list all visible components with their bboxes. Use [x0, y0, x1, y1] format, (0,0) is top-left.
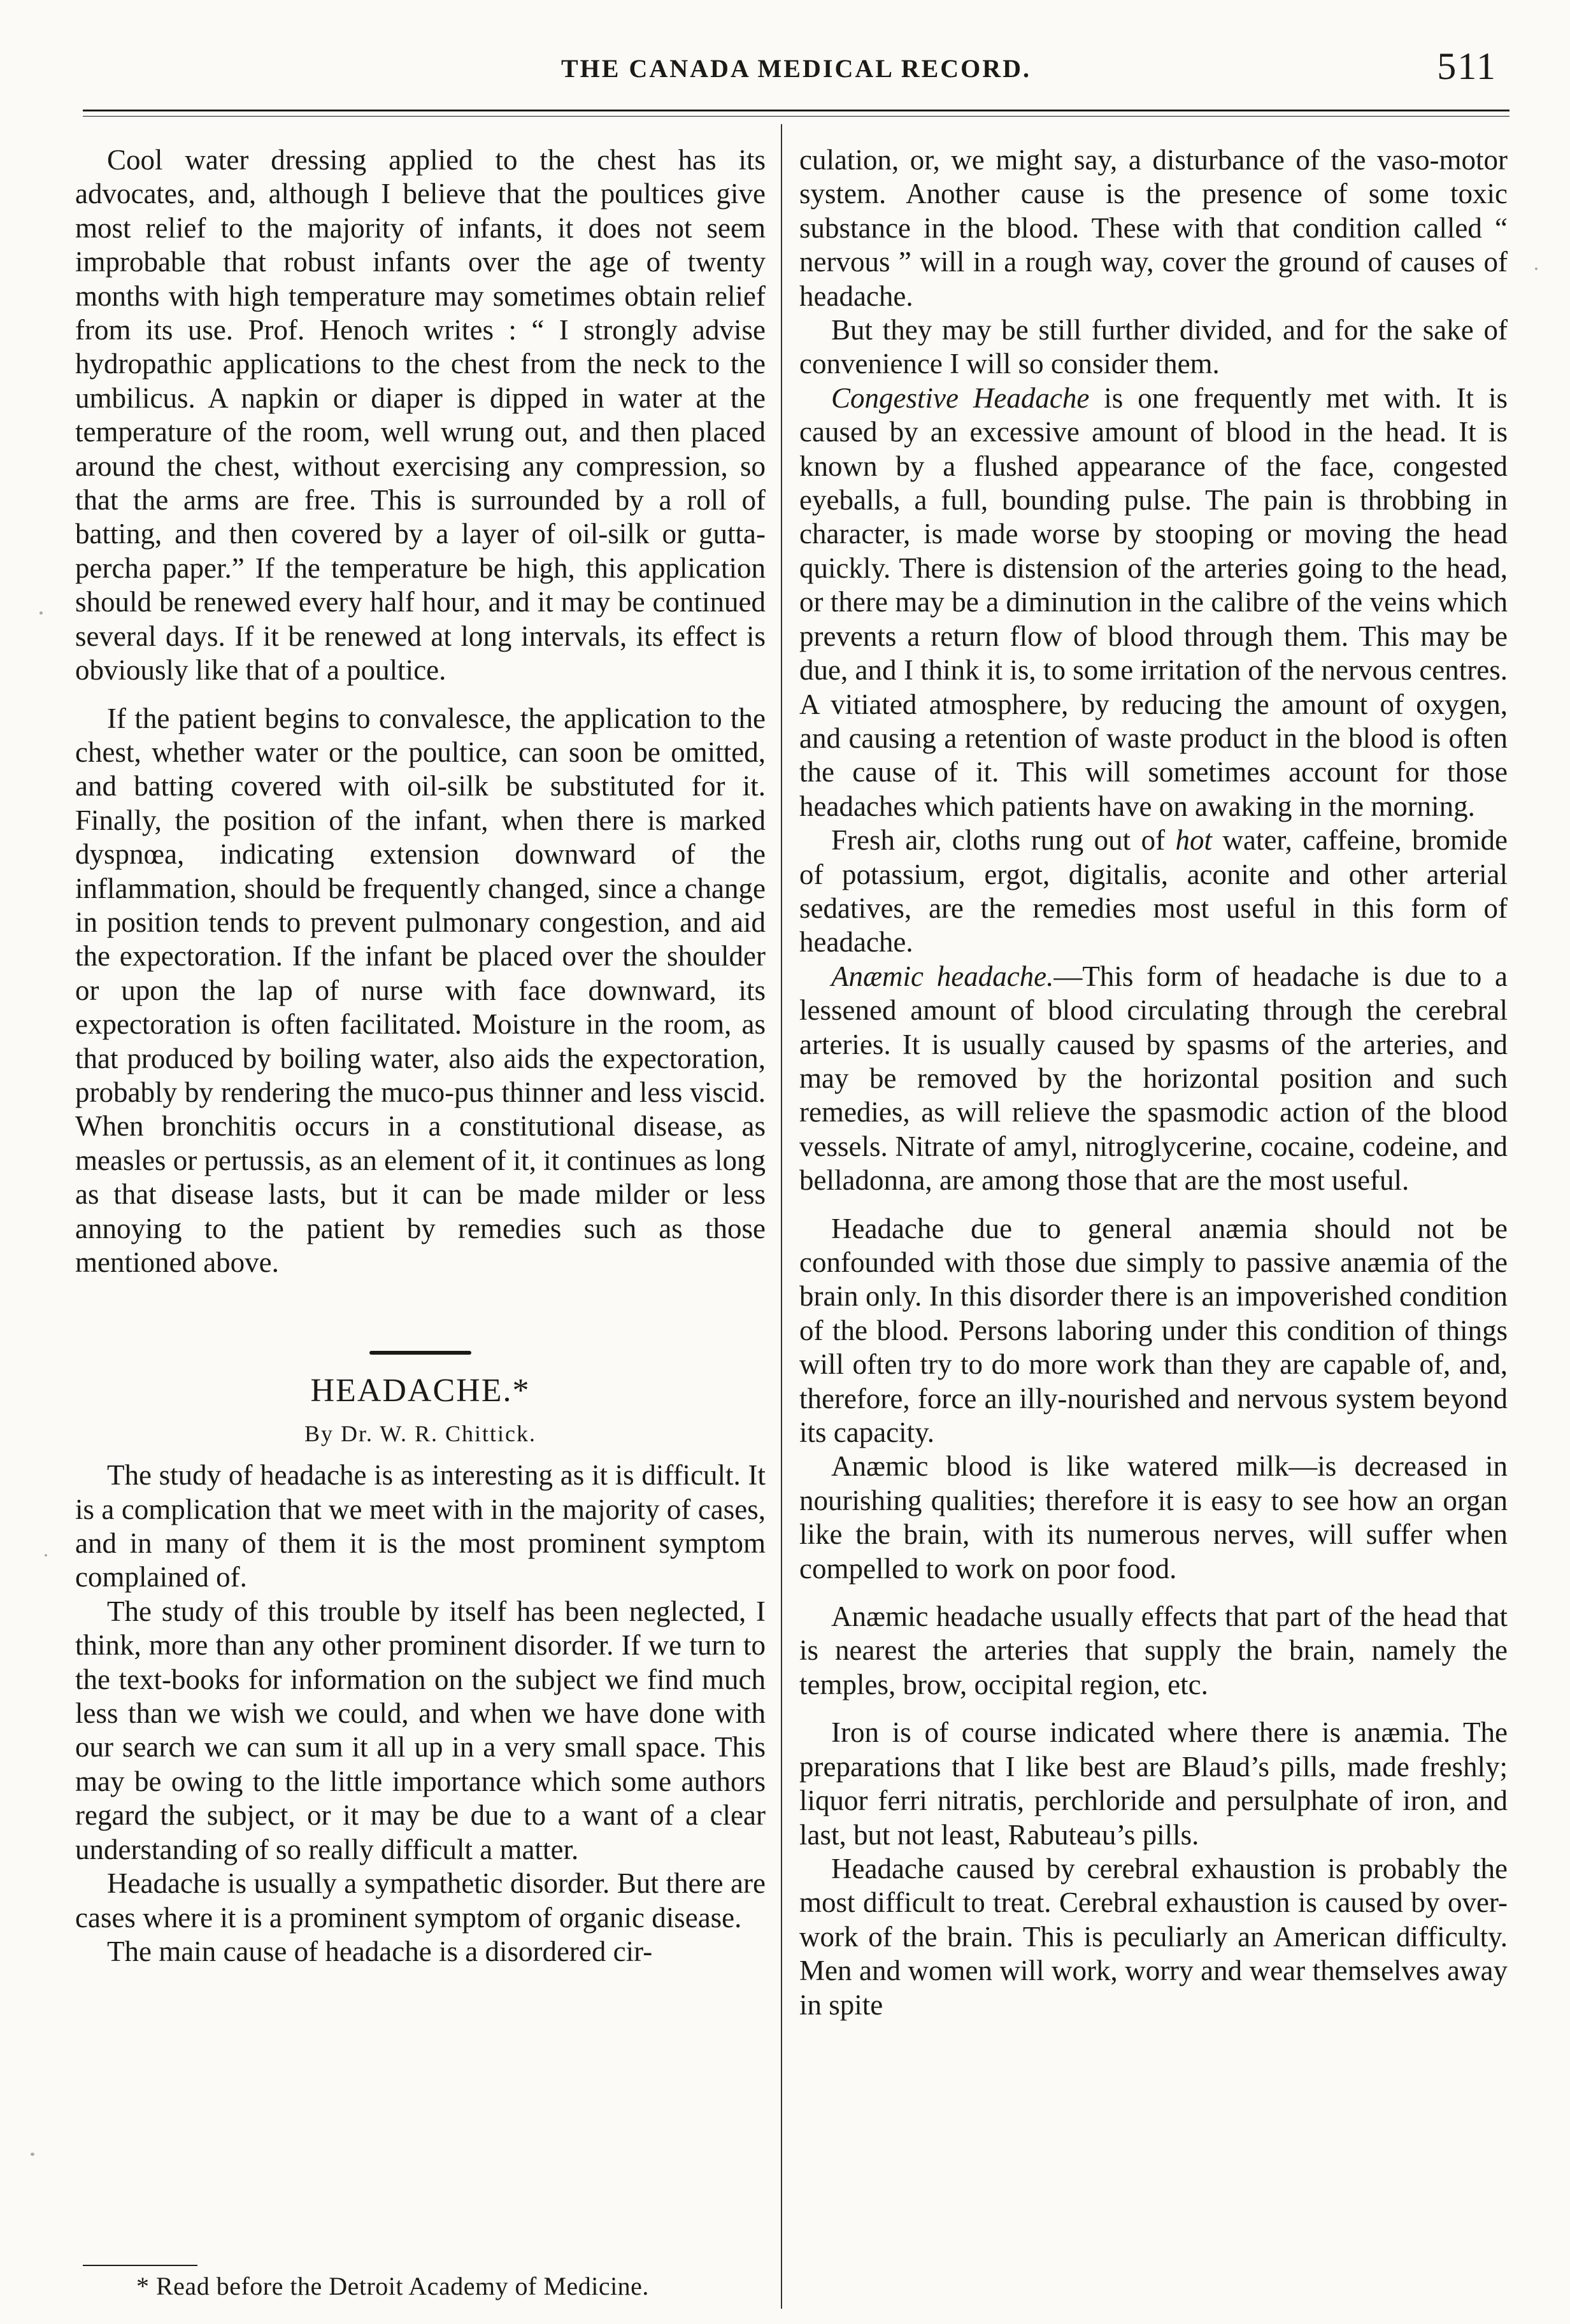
right-paragraph-4-text-a: Fresh air, cloths rung out of	[831, 824, 1176, 857]
hot-emphasis: hot	[1175, 824, 1213, 857]
page-number: 511	[1437, 45, 1497, 87]
running-title: THE CANADA MEDICAL RECORD.	[560, 54, 1032, 83]
footnote: * Read before the Detroit Academy of Medicine.	[136, 2272, 649, 2300]
footnote-rule	[83, 2265, 197, 2266]
right-paragraph-2: But they may be still further divided, and for the sake of convenience I will so consider them.	[799, 314, 1508, 380]
left-paragraph-1: Cool water dressing applied to the chest has its advocates, and, although I believe that the poultices give most relief to the majority of infants, it does not seem improbable that robust infants over the age of twenty months with high temperature may sometimes obtain relief from its use. Prof. Henoch writes : “ I strongly advise hydropathic applications to the chest from the neck to the umbilicus. A napkin or diaper is dipped in water at the temperature of the room, well wrung out, and then placed around the chest, without exercising any compression, so that the arms are free. This is surrounded by a roll of batting, and then covered by a layer of oil-silk or gutta-percha paper.” If the temperature be high, this application should be renewed every half hour, and it may be continued several days. If it be renewed at long intervals, its effect is obviously like that of a poultice.	[75, 144, 766, 687]
article-byline: By Dr. W. R. Chittick.	[304, 1420, 537, 1446]
right-paragraph-5-text: —This form of headache is due to a lessened amount of blood circulating through the cerebral arteries. It is usually caused by spasms of the arteries, and may be removed by the horizontal position and such remedies, as will relieve the spasmodic action of the blood vessels. Nitrate of amyl, nitroglycerine, cocaine, codeine, and belladonna, are among those that are the most useful.	[799, 960, 1508, 1197]
right-paragraph-4-text-b: water, caffeine, bromide of potassium, ergot, digitalis, aconite and other arterial sedatives, are the remedies most useful in this form of headache.	[799, 824, 1508, 959]
right-column	[799, 143, 1508, 2022]
header-rule-thin	[83, 116, 1509, 117]
left-paragraph-5: Headache is usually a sympathetic disorder. But there are cases where it is a prominent symptom of organic disease.	[75, 1867, 766, 1934]
right-paragraph-3	[799, 381, 1508, 823]
section-divider	[369, 1351, 471, 1355]
print-speck	[39, 611, 43, 615]
anaemic-headache-term: Anæmic headache.	[831, 960, 1054, 992]
right-paragraph-4	[799, 823, 1508, 960]
left-paragraph-6: The main cause of headache is a disordered cir-	[107, 1935, 653, 1967]
right-paragraph-5	[799, 960, 1508, 1198]
right-paragraph-9: Iron is of course indicated where there is anæmia. The preparations that I like best are Blaud’s pills, made freshly; liquor ferri nitratis, perchloride and persulphate of iron, and last, but not least, Rabuteau’s pills.	[799, 1716, 1508, 1851]
left-paragraph-4: The study of this trouble by itself has been neglected, I think, more than any other prominent disorder. If we turn to the text-books for information on the subject we find much less than we wish we could, and when we have done with our search we can sum it all up in a very small space. This may be owing to the little importance which some authors regard the subject, or it may be due to a want of a clear understanding of so really difficult a matter.	[75, 1595, 766, 1865]
right-paragraph-10: Headache caused by cerebral exhaustion is probably the most difficult to treat. Cerebral exhaustion is caused by over-work of the brain. This is peculiarly an American difficulty. Men and women will work, worry and wear themselves away in spite	[799, 1852, 1508, 2021]
right-paragraph-6: Headache due to general anæmia should not be confounded with those due simply to passive anæmia of the brain only. In this disorder there is an impoverished condition of the blood. Persons laboring under this condition of things will often try to do more work than they are capable of, and, therefore, force an illy-nourished and nervous system beyond its capacity.	[799, 1212, 1508, 1449]
print-speck	[31, 2153, 34, 2156]
running-header	[83, 45, 1509, 107]
congestive-headache-term: Congestive Headache	[831, 381, 1090, 414]
right-paragraph-1: culation, or, we might say, a disturbance of the vaso-motor system. Another cause is the presence of some toxic substance in the blood. These with that condition called “ nervous ” will in a rough way, cover the ground of causes of headache.	[799, 144, 1508, 312]
header-rule	[83, 110, 1509, 111]
left-column	[75, 143, 766, 1969]
right-paragraph-7: Anæmic blood is like watered milk—is decreased in nourishing qualities; therefore it is easy to see how an organ like the brain, with its numerous nerves, will suffer when compelled to work on poor food.	[799, 1450, 1508, 1585]
right-paragraph-8: Anæmic headache usually effects that part of the head that is nearest the arteries that supply the brain, namely the temples, brow, occipital region, etc.	[799, 1600, 1508, 1700]
article-headline: HEADACHE.*	[310, 1372, 531, 1409]
left-paragraph-2: If the patient begins to convalesce, the application to the chest, whether water or the poultice, can soon be omitted, and batting covered with oil-silk be substituted for it. Finally, the position of the infant, when there is marked dyspnœa, indicating extension downward of the inflammation, should be frequently changed, since a change in position tends to prevent pulmonary congestion, and aid the expectoration. If the infant be placed over the shoulder or upon the lap of nurse with face downward, its expectoration is often facilitated. Moisture in the room, as that produced by boiling water, also aids the expectoration, probably by rendering the muco-pus thinner and less viscid. When bronchitis occurs in a constitutional disease, as measles or pertussis, as an element of it, it continues as long as that disease lasts, but it can be made milder or less annoying to the patient by remedies such as those mentioned above.	[75, 702, 766, 1278]
right-paragraph-3-text: is one frequently met with. It is caused by an excessive amount of blood in the head. It is known by a flushed appearance of the face, congested eyeballs, a full, bounding pulse. The pain is throbbing in character, is made worse by stooping or moving the head quickly. There is distension of the arteries going to the head, or there may be a diminution in the calibre of the veins which prevents a return flow of blood through them. This may be due, and I think it is, to some irritation of the nervous centres. A vitiated atmosphere, by reducing the amount of oxygen, and causing a retention of waste product in the blood is often the cause of it. This will sometimes account for those headaches which patients have on awaking in the morning.	[799, 381, 1508, 822]
left-paragraph-3: The study of headache is as interesting as it is difficult. It is a complication that we meet with in the majority of cases, and in many of them it is the most prominent symptom complained of.	[75, 1459, 766, 1593]
column-divider	[781, 124, 782, 2309]
print-speck	[45, 1554, 47, 1557]
print-speck	[1535, 267, 1538, 270]
